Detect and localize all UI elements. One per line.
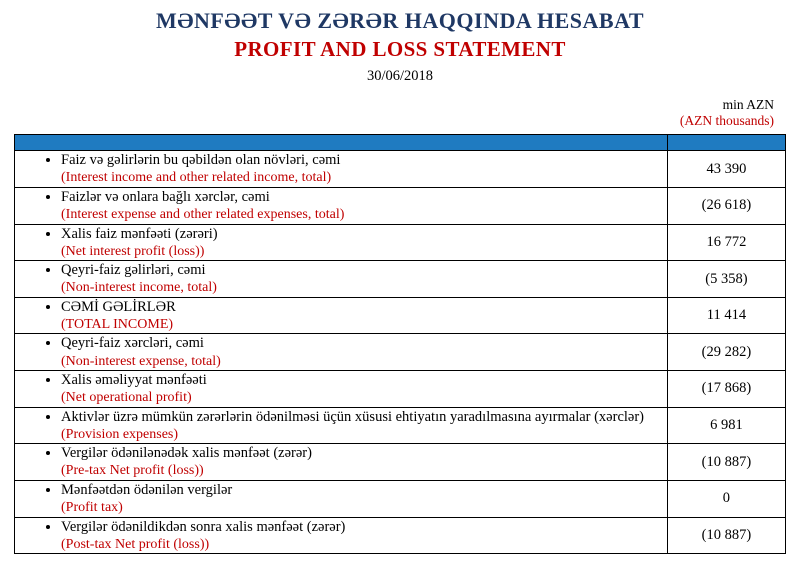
row-label-az: • Faizlər və onlara bağlı xərclər, cəmi [61,188,270,205]
table-header-band-value-cell [667,135,785,151]
row-label-en: (Net interest profit (loss)) [61,243,205,259]
row-bullet-list [15,334,667,370]
table-header-band [15,135,786,151]
list-item [61,225,667,261]
row-label-en: (TOTAL INCOME) [61,316,174,332]
table-row [15,334,786,371]
table-row [15,261,786,298]
row-bullet-list [15,408,667,444]
table-row [15,151,786,188]
row-label-cell [15,224,668,261]
row-label-en: (Profit tax) [61,500,123,516]
table-row [15,371,786,408]
row-label-az: • Faiz və gəlirlərin bu qəbildən olan növləri, cəmi [61,152,341,169]
row-label-en: (Post-tax Net profit (loss)) [61,536,210,552]
row-label-az: • Vergilər ödənildikdən sonra xalis mənfəət (zərər) [61,518,346,535]
row-label-cell [15,480,668,517]
currency-unit-note [14,97,786,131]
row-bullet-list [15,225,667,261]
row-value: (10 887) [667,517,785,554]
list-item [61,188,667,224]
row-label-cell [15,297,668,334]
row-value: 11 414 [667,297,785,334]
row-label-cell [15,444,668,481]
row-bullet-list [15,444,667,480]
row-bullet-list [15,261,667,297]
row-label-cell [15,517,668,554]
list-item [61,371,667,407]
table-header-band-label-cell [15,135,668,151]
row-label-az: • Vergilər ödənilənədək xalis mənfəət (zərər) [61,445,312,462]
row-label-cell [15,334,668,371]
profit-loss-table [14,134,786,554]
row-label-az: • Qeyri-faiz xərcləri, cəmi [61,335,204,352]
row-label-az: • CƏMİ GƏLİRLƏR [61,298,176,315]
row-value: (10 887) [667,444,785,481]
row-value: (17 868) [667,371,785,408]
list-item [61,481,667,517]
row-label-cell [15,371,668,408]
row-label-az: • Xalis əməliyyat mənfəəti [61,372,207,389]
currency-unit-en: (AZN thousands) [679,113,774,129]
row-label-cell [15,187,668,224]
row-label-en: (Provision expenses) [61,426,179,442]
row-value: (5 358) [667,261,785,298]
row-label-en: (Interest income and other related income, total) [61,170,332,186]
row-value: 0 [667,480,785,517]
table-row [15,517,786,554]
row-label-en: (Net operational profit) [61,390,192,406]
table-row [15,297,786,334]
row-label-cell [15,261,668,298]
row-label-en: (Interest expense and other related expenses, total) [61,207,345,223]
list-item [61,444,667,480]
list-item [61,298,667,334]
list-item [61,518,667,554]
profit-and-loss-statement-page [0,8,800,581]
row-value: 6 981 [667,407,785,444]
row-bullet-list [15,481,667,517]
list-item [61,334,667,370]
table-row [15,224,786,261]
row-label-cell [15,151,668,188]
row-bullet-list [15,188,667,224]
row-label-az: • Xalis faiz mənfəəti (zərəri) [61,225,218,242]
currency-unit-az: min AZN [722,96,774,112]
row-value: (26 618) [667,187,785,224]
row-bullet-list [15,298,667,334]
row-label-cell [15,407,668,444]
row-value: (29 282) [667,334,785,371]
list-item [61,151,667,187]
page-title-en: PROFIT AND LOSS STATEMENT [234,37,566,62]
row-label-en: (Pre-tax Net profit (loss)) [61,463,204,479]
row-label-en: (Non-interest expense, total) [61,353,221,369]
table-row [15,187,786,224]
row-bullet-list [15,371,667,407]
report-date: 30/06/2018 [366,67,434,84]
page-title-az: MƏNFƏƏT VƏ ZƏRƏR HAQQINDA HESABAT [155,8,645,33]
table-row [15,480,786,517]
row-bullet-list [15,518,667,554]
row-value: 43 390 [667,151,785,188]
table-row [15,444,786,481]
row-label-az: • Qeyri-faiz gəlirləri, cəmi [61,262,206,279]
row-label-az: • Mənfəətdən ödənilən vergilər [61,481,233,498]
row-value: 16 772 [667,224,785,261]
list-item [61,261,667,297]
table-row [15,407,786,444]
row-label-az: • Aktivlər üzrə mümkün zərərlərin ödənilməsi üçün xüsusi ehtiyatın yaradılmasına ayırmalar (xərclər) [61,408,645,425]
list-item [61,408,667,444]
row-bullet-list [15,151,667,187]
row-label-en: (Non-interest income, total) [61,280,217,296]
